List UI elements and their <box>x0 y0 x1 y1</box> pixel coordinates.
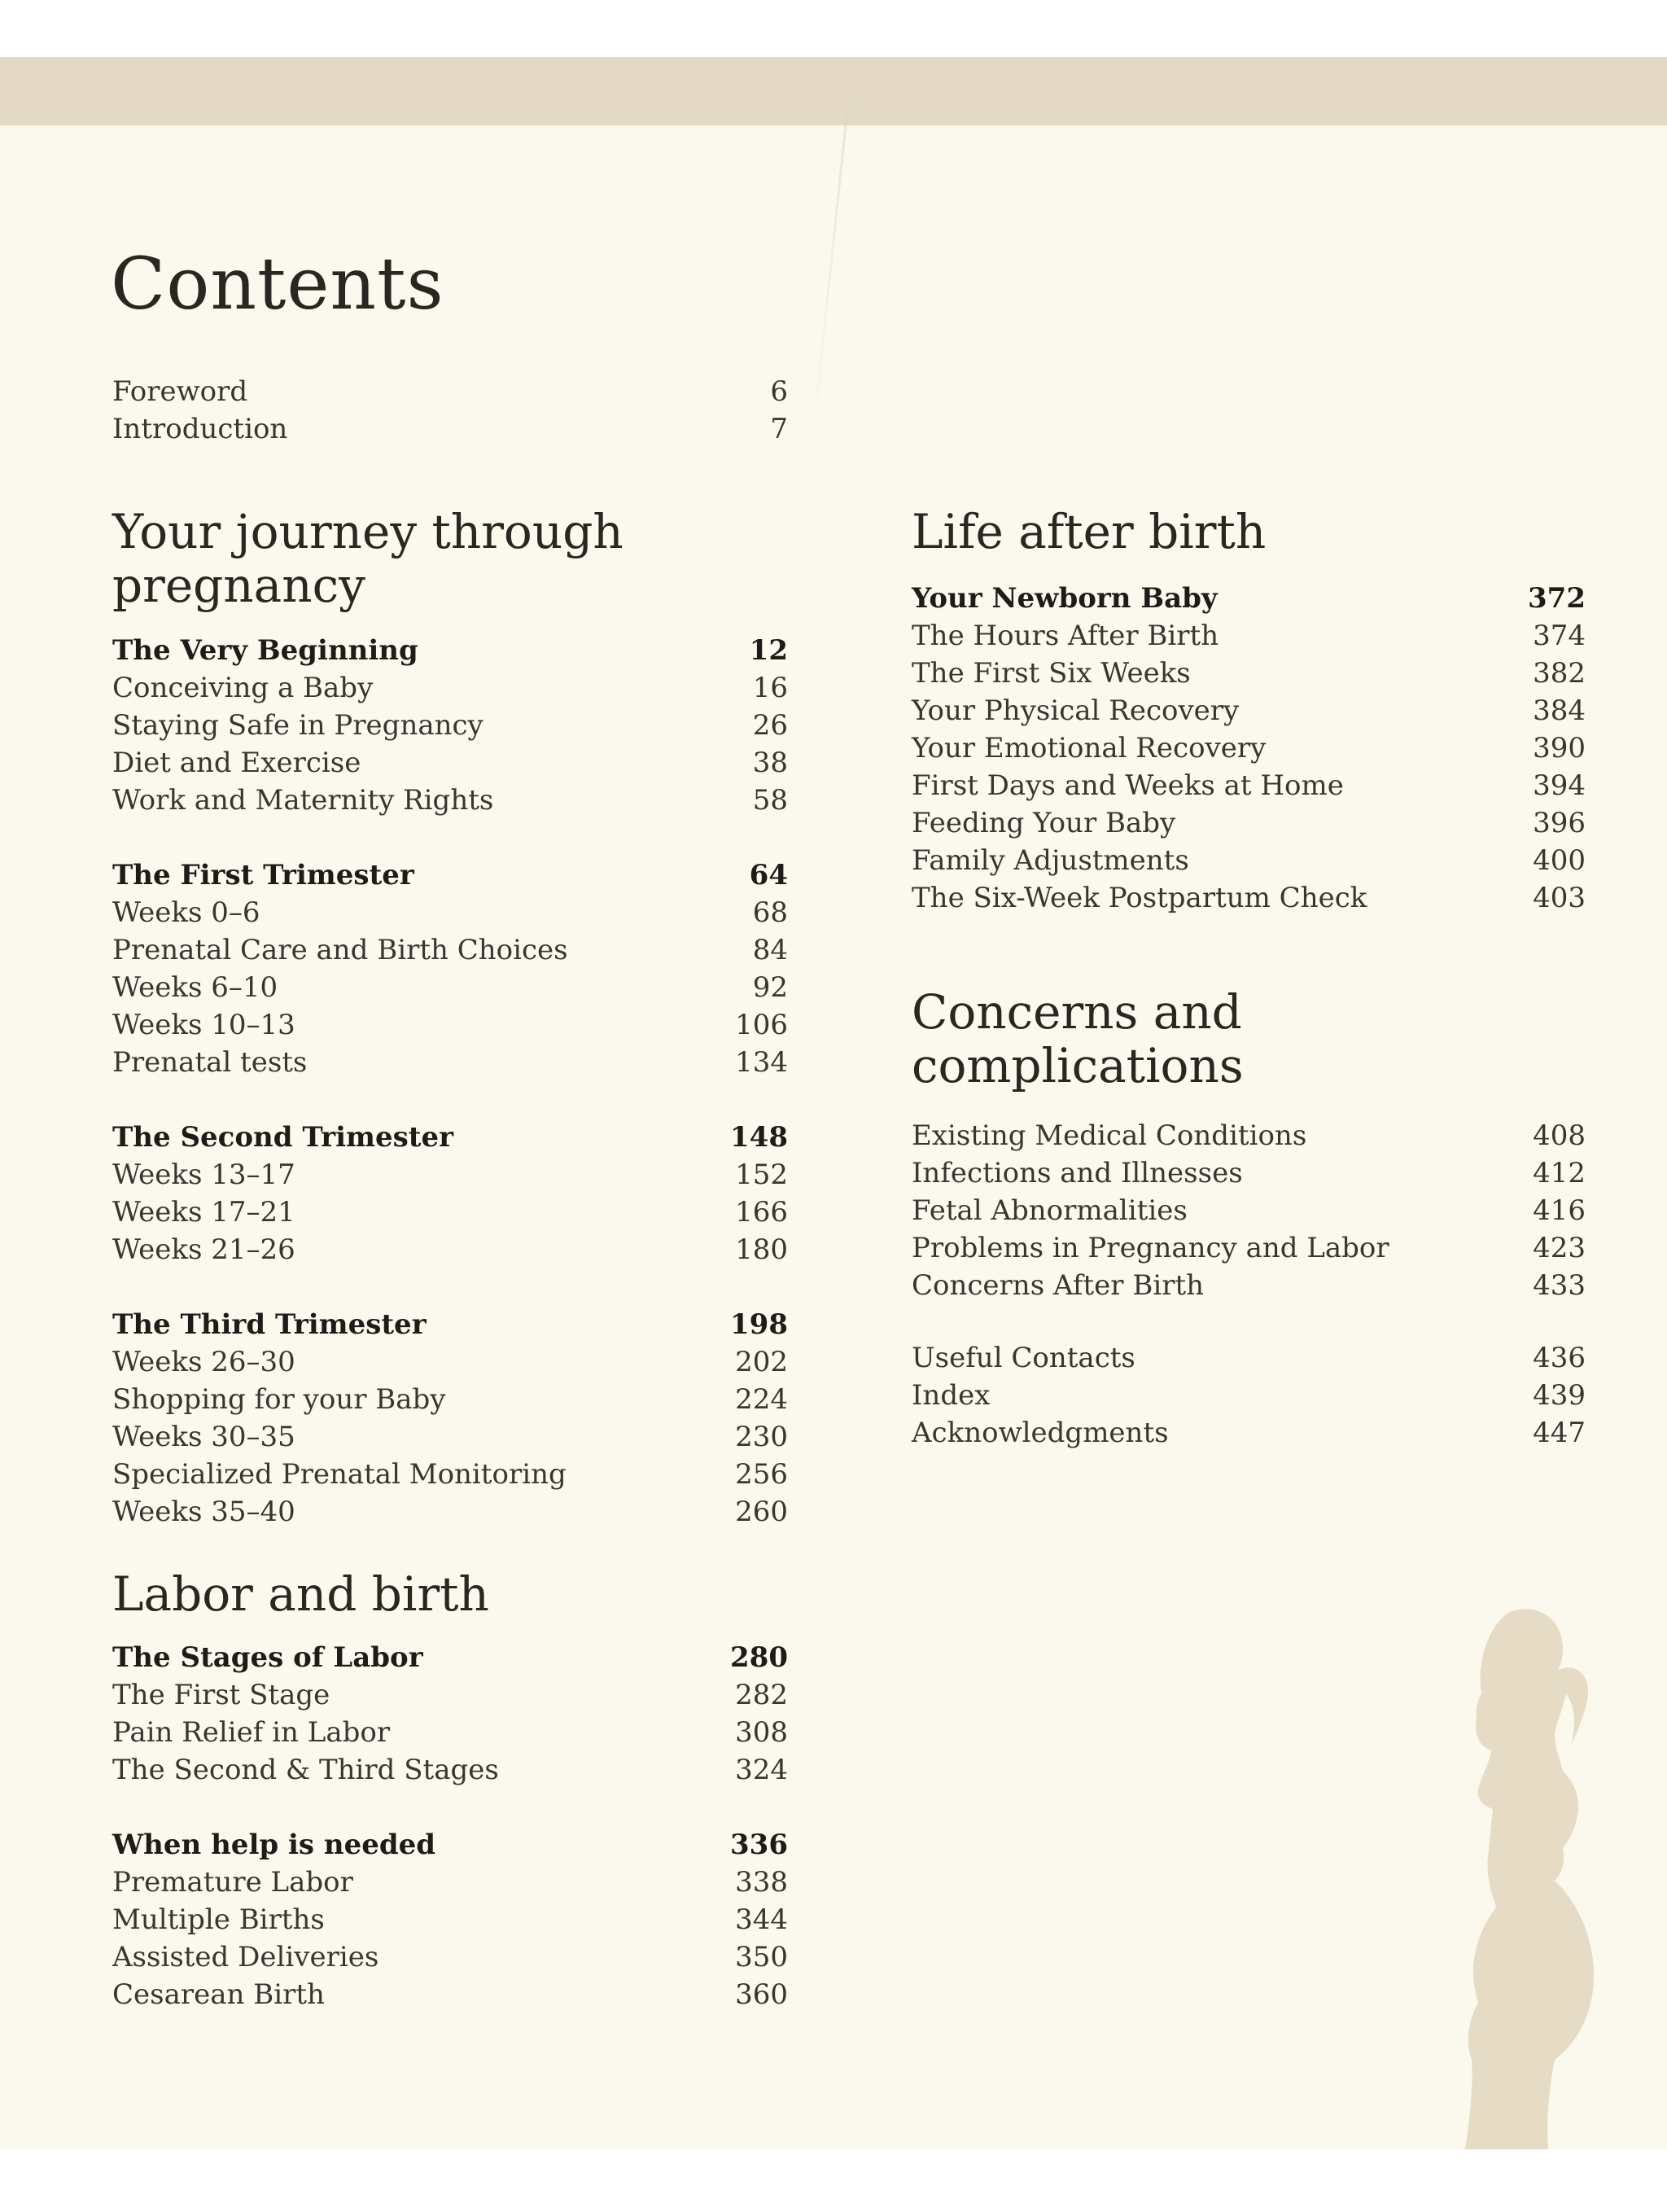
part-labor <box>112 1567 788 2013</box>
toc-entry[interactable]: Fetal Abnormalities 416 <box>912 1194 1586 1227</box>
toc-entry[interactable]: Pain Relief in Labor 308 <box>112 1716 788 1749</box>
toc-group-title[interactable]: The Very Beginning 12 <box>112 634 788 667</box>
toc-entry[interactable]: Introduction 7 <box>112 413 788 445</box>
toc-entry[interactable]: Diet and Exercise 38 <box>112 747 788 779</box>
front-matter <box>112 373 788 448</box>
toc-entry[interactable]: The Six-Week Postpartum Check 403 <box>912 882 1586 914</box>
toc-entry[interactable]: Prenatal Care and Birth Choices 84 <box>112 934 788 966</box>
toc-entry[interactable]: Staying Safe in Pregnancy 26 <box>112 709 788 742</box>
toc-entry[interactable]: Weeks 30–35 230 <box>112 1421 788 1453</box>
toc-group-title[interactable]: The First Trimester 64 <box>112 859 788 891</box>
part-after-birth <box>912 505 1586 917</box>
toc-group-title[interactable]: The Stages of Labor 280 <box>112 1641 788 1674</box>
toc-entry[interactable]: Acknowledgments 447 <box>912 1417 1586 1449</box>
toc-entry[interactable]: Foreword 6 <box>112 375 788 408</box>
toc-entry[interactable]: The Second & Third Stages 324 <box>112 1754 788 1786</box>
toc-group-title[interactable]: The Second Trimester 148 <box>112 1121 788 1154</box>
toc-group-title[interactable]: When help is needed 336 <box>112 1829 788 1861</box>
back-matter <box>912 1339 1586 1452</box>
toc-entry[interactable]: Work and Maternity Rights 58 <box>112 784 788 817</box>
toc-entry[interactable]: Conceiving a Baby 16 <box>112 672 788 704</box>
toc-entry[interactable]: Index 439 <box>912 1379 1586 1412</box>
toc-entry[interactable]: Prenatal tests 134 <box>112 1046 788 1079</box>
part-heading: Concerns and complications <box>912 984 1244 1093</box>
toc-entry[interactable]: Weeks 17–21 166 <box>112 1196 788 1229</box>
toc-entry[interactable]: Your Emotional Recovery 390 <box>912 732 1586 764</box>
toc-entry[interactable]: The Hours After Birth 374 <box>912 620 1586 652</box>
pregnant-woman-silhouette-icon <box>1433 1604 1604 2149</box>
toc-group-title[interactable]: Your Newborn Baby 372 <box>912 582 1586 615</box>
part-heading: Your journey through pregnancy <box>112 504 623 613</box>
toc-entry[interactable]: The First Six Weeks 382 <box>912 657 1586 690</box>
part-heading: Labor and birth <box>112 1566 489 1622</box>
top-color-band <box>0 57 1667 125</box>
toc-entry[interactable]: Weeks 10–13 106 <box>112 1009 788 1041</box>
part-heading: Life after birth <box>912 504 1267 559</box>
book-page <box>0 57 1667 2149</box>
toc-entry[interactable]: The First Stage 282 <box>112 1679 788 1711</box>
toc-entry[interactable]: Existing Medical Conditions 408 <box>912 1119 1586 1152</box>
toc-entry[interactable]: Infections and Illnesses 412 <box>912 1157 1586 1189</box>
toc-entry[interactable]: Weeks 35–40 260 <box>112 1496 788 1528</box>
toc-entry[interactable]: Weeks 13–17 152 <box>112 1159 788 1191</box>
toc-entry[interactable]: Specialized Prenatal Monitoring 256 <box>112 1458 788 1491</box>
toc-entry[interactable]: Useful Contacts 436 <box>912 1342 1586 1374</box>
toc-entry[interactable]: Cesarean Birth 360 <box>112 1978 788 2011</box>
toc-entry[interactable]: Weeks 26–30 202 <box>112 1346 788 1378</box>
part-journey <box>112 505 788 1531</box>
toc-entry[interactable]: Problems in Pregnancy and Labor 423 <box>912 1232 1586 1264</box>
toc-entry[interactable]: Family Adjustments 400 <box>912 844 1586 877</box>
toc-entry[interactable]: Concerns After Birth 433 <box>912 1269 1586 1302</box>
page-title: Contents <box>111 242 444 326</box>
toc-entry[interactable]: Feeding Your Baby 396 <box>912 807 1586 839</box>
toc-entry[interactable]: Your Physical Recovery 384 <box>912 694 1586 727</box>
page-crease <box>811 106 849 446</box>
part-concerns <box>912 985 1586 1304</box>
toc-entry[interactable]: Assisted Deliveries 350 <box>112 1941 788 1973</box>
toc-entry[interactable]: Multiple Births 344 <box>112 1903 788 1936</box>
toc-group-title[interactable]: The Third Trimester 198 <box>112 1308 788 1341</box>
toc-entry[interactable]: Weeks 0–6 68 <box>112 896 788 929</box>
toc-entry[interactable]: First Days and Weeks at Home 394 <box>912 769 1586 802</box>
toc-entry[interactable]: Weeks 21–26 180 <box>112 1233 788 1266</box>
toc-entry[interactable]: Premature Labor 338 <box>112 1866 788 1899</box>
toc-entry[interactable]: Shopping for your Baby 224 <box>112 1383 788 1416</box>
toc-entry[interactable]: Weeks 6–10 92 <box>112 971 788 1004</box>
